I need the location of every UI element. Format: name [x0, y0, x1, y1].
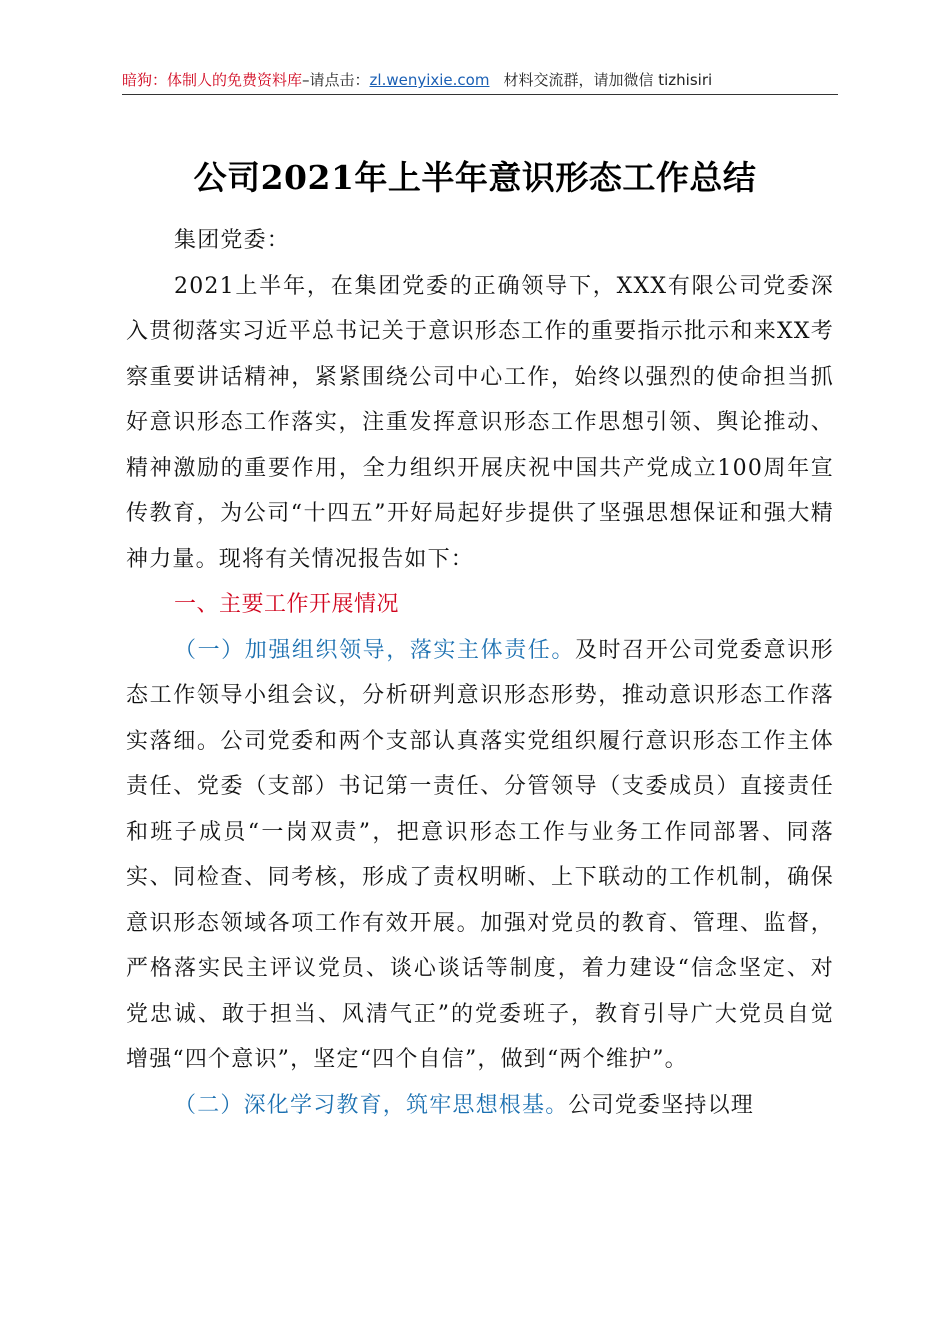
- subheading-2: （二）深化学习教育，筑牢思想根基。: [174, 1092, 569, 1118]
- header-divider: [122, 94, 838, 95]
- document-body: [126, 218, 834, 1128]
- header-contact: 材料交流群，请加微信 tizhisiri: [503, 71, 713, 89]
- page-header: [122, 70, 838, 90]
- document-title: 公司2021年上半年意识形态工作总结: [193, 158, 757, 197]
- intro-paragraph: 2021上半年，在集团党委的正确领导下，XXX有限公司党委深入贯彻落实习近平总书记关于意识形态工作的重要指示批示和来XX考察重要讲话精神，紧紧围绕公司中心工作，始终以强烈的使命担当抓好意识形态工作落实，注重发挥意识形态工作思想引领、舆论推动、精神激励的重要作用，全力组织开展庆祝中国共产党成立100周年宣传教育，为公司“十四五”开好局起好步提供了坚强思想保证和强大精神力量。现将有关情况报告如下：: [126, 273, 834, 572]
- paragraph-text-2: 公司党委坚持以理: [568, 1092, 755, 1118]
- section-paragraph-1: [126, 628, 834, 1083]
- subheading-1: （一）加强组织领导，落实主体责任。: [174, 637, 575, 663]
- section-paragraph-2: [126, 1083, 834, 1129]
- salutation: 集团党委：: [174, 228, 291, 253]
- header-link[interactable]: zl.wenyixie.com: [369, 71, 490, 89]
- paragraph-text-1: 及时召开公司党委意识形态工作领导小组会议，分析研判意识形态形势，推动意识形态工作落实落细。公司党委和两个支部认真落实党组织履行意识形态工作主体责任、党委（支部）书记第一责任、分管领导（支委成员）直接责任和班子成员“一岗双责”，把意识形态工作与业务工作同部署、同落实、同检查、同考核，形成了责权明晰、上下联动的工作机制，确保意识形态领域各项工作有效开展。加强对党员的教育、管理、监督，严格落实民主评议党员、谈心谈话等制度，着力建设“信念坚定、对党忠诚、敢于担当、风清气正”的党委班子，教育引导广大党员自觉增强“四个意识”，坚定“四个自信”，做到“两个维护”。: [126, 637, 835, 1072]
- section-heading: 一、主要工作开展情况: [174, 592, 400, 617]
- header-prompt: –请点击：: [302, 71, 370, 89]
- header-brand: 暗狗：体制人的免费资料库: [122, 71, 303, 89]
